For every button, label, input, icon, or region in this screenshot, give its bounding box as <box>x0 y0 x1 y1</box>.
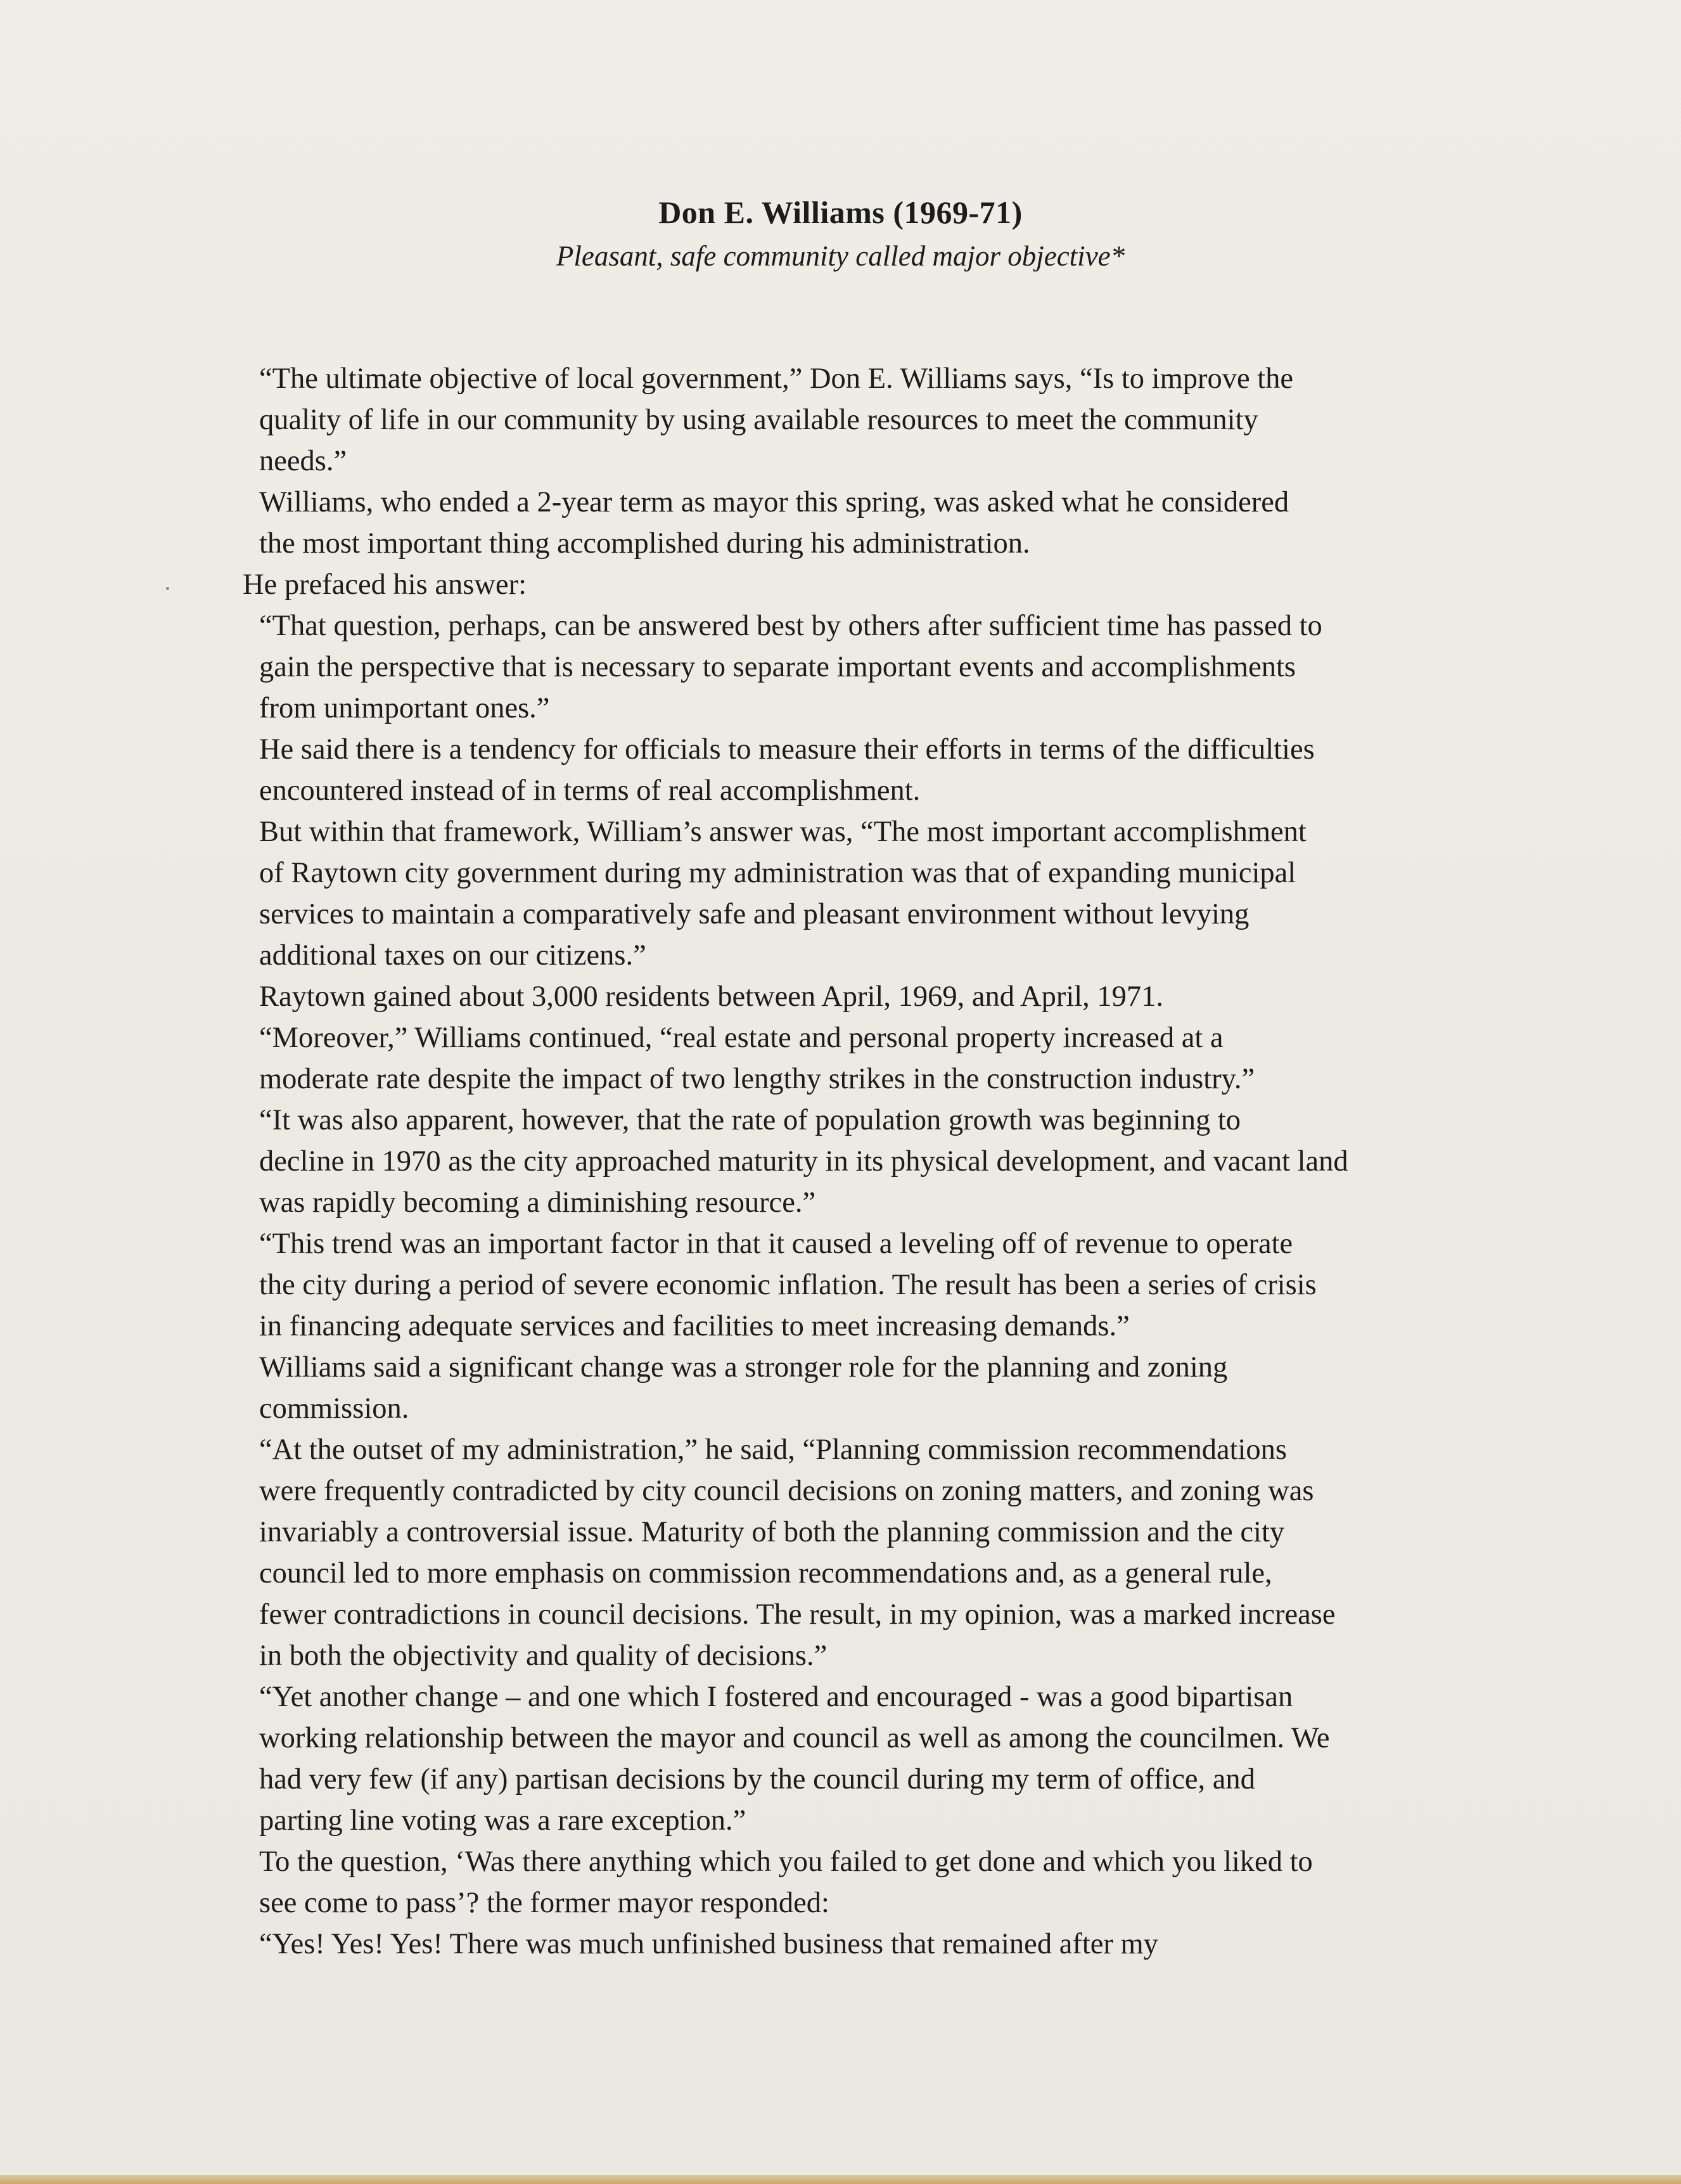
text-line: Williams, who ended a 2-year term as mayor this spring, was asked what he considered <box>259 486 1289 518</box>
text-line: was rapidly becoming a diminishing resource.” <box>259 1186 816 1219</box>
article-header <box>0 193 1681 274</box>
text-line: But within that framework, William’s answer was, “The most important accomplishment <box>259 816 1307 848</box>
text-line: He prefaced his answer: <box>243 568 527 601</box>
text-line: additional taxes on our citizens.” <box>259 939 646 972</box>
text-line: “That question, perhaps, can be answered best by others after sufficient time has passed to <box>259 610 1322 642</box>
text-line: “At the outset of my administration,” he said, “Planning commission recommendations <box>259 1434 1288 1466</box>
text-line: needs.” <box>259 445 347 477</box>
text-line: were frequently contradicted by city council decisions on zoning matters, and zoning was <box>259 1475 1314 1507</box>
text-line: in both the objectivity and quality of decisions.” <box>259 1640 828 1672</box>
text-line: working relationship between the mayor and council as well as among the councilmen. We <box>259 1722 1330 1754</box>
paragraph <box>243 1223 1459 1347</box>
paragraph <box>243 976 1459 1017</box>
text-line: in financing adequate services and facilities to meet increasing demands.” <box>259 1310 1130 1342</box>
text-line: invariably a controversial issue. Maturity of both the planning commission and the city <box>259 1516 1285 1548</box>
paragraph <box>243 1841 1459 1924</box>
paragraph <box>243 482 1459 564</box>
text-line: of Raytown city government during my administration was that of expanding municipal <box>259 857 1296 889</box>
text-line: “It was also apparent, however, that the rate of population growth was beginning to <box>259 1104 1241 1136</box>
text-line: the most important thing accomplished during his administration. <box>259 527 1030 560</box>
text-line: council led to more emphasis on commission recommendations and, as a general rule, <box>259 1557 1272 1590</box>
text-line: commission. <box>259 1392 409 1425</box>
text-line: encountered instead of in terms of real accomplishment. <box>259 774 921 807</box>
paragraph <box>243 605 1459 729</box>
text-line: He said there is a tendency for officials to measure their efforts in terms of the difficulties <box>259 733 1315 766</box>
paragraph <box>243 1924 1459 1965</box>
text-line: see come to pass’? the former mayor responded: <box>259 1887 829 1919</box>
paragraph <box>243 1676 1459 1841</box>
article-body <box>243 358 1459 1965</box>
paragraph <box>243 1017 1459 1100</box>
article-subtitle: Pleasant, safe community called major objective* <box>556 240 1125 272</box>
text-line: services to maintain a comparatively safe and pleasant environment without levying <box>259 898 1250 930</box>
text-line: moderate rate despite the impact of two lengthy strikes in the construction industry.” <box>259 1063 1255 1095</box>
scan-speck <box>166 587 169 590</box>
paragraph <box>243 1100 1459 1223</box>
text-line: from unimportant ones.” <box>259 692 550 724</box>
text-line: “Yes! Yes! Yes! There was much unfinished business that remained after my <box>259 1928 1158 1960</box>
text-line: quality of life in our community by using available resources to meet the community <box>259 404 1258 436</box>
text-line: Raytown gained about 3,000 residents between April, 1969, and April, 1971. <box>259 980 1164 1013</box>
paragraph <box>243 358 1459 482</box>
text-line: Williams said a significant change was a stronger role for the planning and zoning <box>259 1351 1228 1384</box>
article-title: Don E. Williams (1969-71) <box>658 195 1023 230</box>
text-line: “Yet another change – and one which I fostered and encouraged - was a good bipartisan <box>259 1681 1293 1713</box>
page-bottom-edge <box>0 2175 1681 2184</box>
text-line: gain the perspective that is necessary to separate important events and accomplishments <box>259 651 1296 683</box>
paragraph <box>243 1429 1459 1676</box>
paragraph <box>243 729 1459 811</box>
text-line: “Moreover,” Williams continued, “real estate and personal property increased at a <box>259 1022 1224 1054</box>
paragraph <box>243 811 1459 976</box>
text-line: parting line voting was a rare exception.” <box>259 1804 746 1837</box>
paragraph <box>243 1347 1459 1429</box>
paragraph <box>243 564 1459 605</box>
text-line: the city during a period of severe economic inflation. The result has been a series of crisis <box>259 1269 1317 1301</box>
text-line: “The ultimate objective of local government,” Don E. Williams says, “Is to improve the <box>259 363 1294 395</box>
text-line: To the question, ‘Was there anything which you failed to get done and which you liked to <box>259 1846 1313 1878</box>
text-line: fewer contradictions in council decisions. The result, in my opinion, was a marked increase <box>259 1598 1336 1631</box>
text-line: decline in 1970 as the city approached maturity in its physical development, and vacant land <box>259 1145 1348 1178</box>
text-line: “This trend was an important factor in that it caused a leveling off of revenue to operate <box>259 1228 1293 1260</box>
text-line: had very few (if any) partisan decisions by the council during my term of office, and <box>259 1763 1255 1795</box>
